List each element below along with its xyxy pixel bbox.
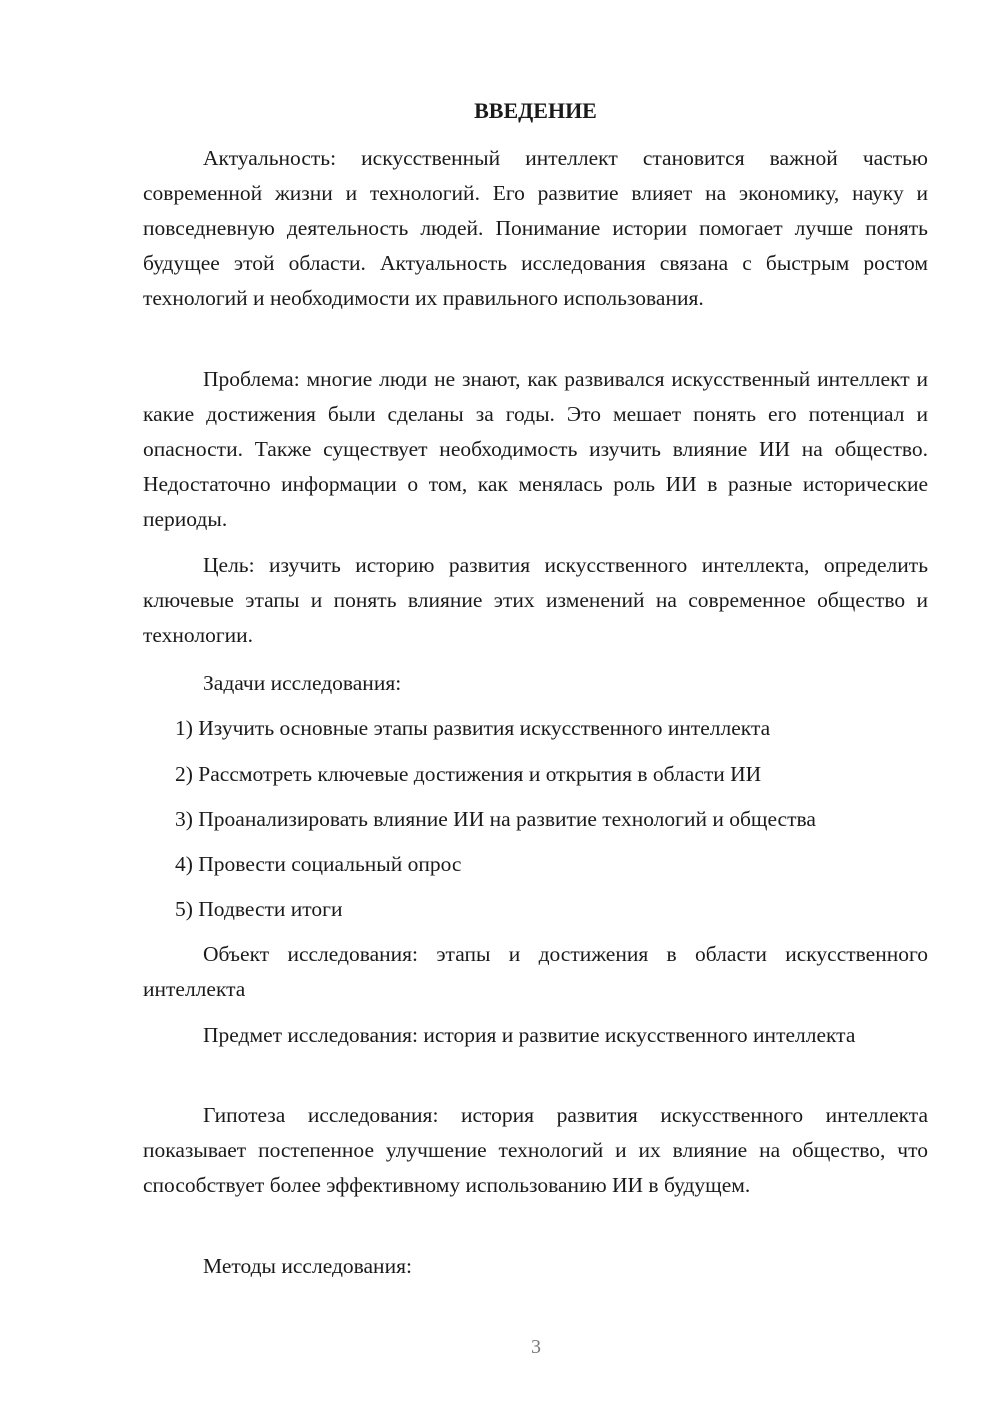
page-number: 3 <box>531 1336 541 1358</box>
methods-heading: Методы исследования: <box>203 1254 412 1278</box>
section-title: ВВЕДЕНИЕ <box>474 98 597 123</box>
relevance-paragraph: Актуальность: искусственный интеллект становится важной частью современной жизни и технологий. Его развитие влияет на экономику, науку и повседневную деятельность людей. Понимание истории помогает лучше понять будущее этой области. Актуальность исследования связана с быстрым ростом технологий и необходимости их правильного использования. <box>143 146 928 310</box>
task-item-5: 5) Подвести итоги <box>175 897 343 921</box>
task-item-1: 1) Изучить основные этапы развития искусственного интеллекта <box>175 716 771 740</box>
tasks-heading: Задачи исследования: <box>203 671 402 695</box>
task-item-4: 4) Провести социальный опрос <box>175 852 462 876</box>
task-item-2: 2) Рассмотреть ключевые достижения и открытия в области ИИ <box>175 762 762 786</box>
problem-paragraph: Проблема: многие люди не знают, как развивался искусственный интеллект и какие достижения были сделаны за годы. Это мешает понять его потенциал и опасности. Также существует необходимость изучить влияние ИИ на общество. Недостаточно информации о том, как менялась роль ИИ в разные исторические периоды. <box>143 367 928 531</box>
task-item-3: 3) Проанализировать влияние ИИ на развитие технологий и общества <box>175 807 816 831</box>
object-paragraph: Объект исследования: этапы и достижения в области искусственного интеллекта <box>143 942 928 1001</box>
hypothesis-paragraph: Гипотеза исследования: история развития искусственного интеллекта показывает постепенное улучшение технологий и их влияние на общество, что способствует более эффективному использованию ИИ в будущем. <box>143 1103 928 1197</box>
goal-paragraph: Цель: изучить историю развития искусственного интеллекта, определить ключевые этапы и понять влияние этих изменений на современное общество и технологии. <box>143 553 928 647</box>
subject-paragraph: Предмет исследования: история и развитие искусственного интеллекта <box>203 1023 856 1047</box>
